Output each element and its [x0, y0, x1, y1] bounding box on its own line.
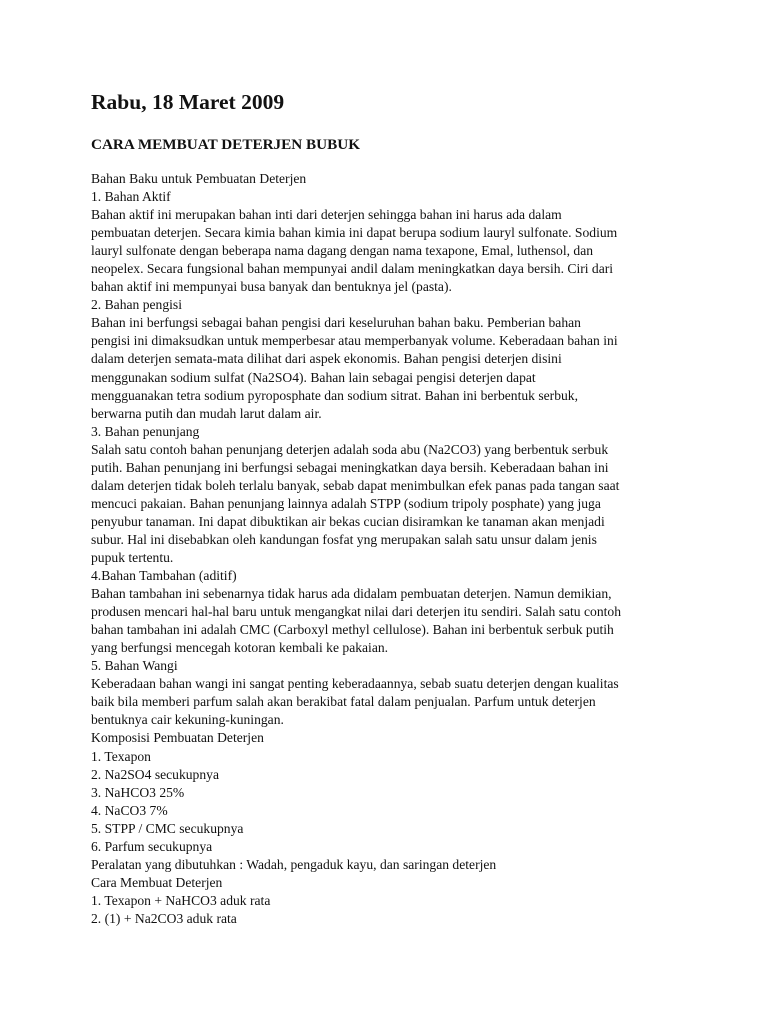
text-line: 2. Na2SO4 secukupnya — [91, 766, 219, 782]
text-line: Bahan aktif ini merupakan bahan inti dari deterjen sehingga bahan ini harus ada dalam — [91, 207, 562, 223]
text-line: 1. Texapon + NaHCO3 aduk rata — [91, 892, 271, 908]
text-line: 2. (1) + Na2CO3 aduk rata — [91, 910, 237, 926]
text-line: dalam deterjen tidak boleh terlalu banyak, sebab dapat menimbulkan efek panas pada tangan saat — [91, 477, 620, 493]
text-line: putih. Bahan penunjang ini berfungsi sebagai meningkatkan daya bersih. Keberadaan bahan ini — [91, 459, 609, 475]
text-line: Cara Membuat Deterjen — [91, 874, 223, 890]
text-line: 1. Texapon — [91, 748, 151, 764]
text-line: bentuknya cair kekuning-kuningan. — [91, 712, 284, 728]
text-line: 3. NaHCO3 25% — [91, 784, 185, 800]
text-line: Peralatan yang dibutuhkan : Wadah, pengaduk kayu, dan saringan deterjen — [91, 856, 497, 872]
text-line: 1. Bahan Aktif — [91, 189, 171, 205]
text-line: pembuatan deterjen. Secara kimia bahan kimia ini dapat berupa sodium lauryl sulfonate. Sodium — [91, 225, 618, 241]
text-line: penyubur tanaman. Ini dapat dibuktikan air bekas cucian disiramkan ke tanaman akan menjadi — [91, 513, 605, 529]
text-line: pengisi ini dimaksudkan untuk memperbesar atau memperbanyak volume. Keberadaan bahan ini — [91, 333, 618, 349]
post-title: CARA MEMBUAT DETERJEN BUBUK — [91, 136, 361, 153]
text-line: subur. Hal ini disebabkan oleh kandungan fosfat yng merupakan salah satu unsur dalam jenis — [91, 531, 597, 547]
text-line: 4.Bahan Tambahan (aditif) — [91, 568, 237, 584]
text-line: produsen mencari hal-hal baru untuk mengangkat nilai dari deterjen itu sendiri. Salah satu contoh — [91, 604, 621, 620]
text-line: lauryl sulfonate dengan beberapa nama dagang dengan nama texapone, Emal, luthensol, dan — [91, 243, 594, 259]
text-line: dalam deterjen semata-mata dilihat dari aspek ekonomis. Bahan pengisi deterjen disini — [91, 351, 562, 367]
text-line: mengguanakan tetra sodium pyroposphate dan sodium sitrat. Bahan ini berbentuk serbuk, — [91, 387, 578, 403]
text-line: baik bila memberi parfum salah akan berakibat fatal dalam penjualan. Parfum untuk deterjen — [91, 694, 596, 710]
text-line: pupuk tertentu. — [91, 549, 174, 565]
text-line: mencuci pakaian. Bahan penunjang lainnya adalah STPP (sodium tripoly posphate) yang juga — [91, 495, 601, 511]
text-line: Komposisi Pembuatan Deterjen — [91, 730, 264, 746]
date-heading: Rabu, 18 Maret 2009 — [91, 90, 285, 114]
text-line: menggunakan sodium sulfat (Na2SO4). Bahan lain sebagai pengisi deterjen dapat — [91, 369, 536, 385]
text-line: berwarna putih dan mudah larut dalam air. — [91, 405, 322, 421]
text-line: 2. Bahan pengisi — [91, 297, 182, 313]
text-line: 6. Parfum secukupnya — [91, 838, 213, 854]
text-line: Salah satu contoh bahan penunjang deterjen adalah soda abu (Na2CO3) yang berbentuk serbuk — [91, 441, 609, 457]
text-line: bahan tambahan ini adalah CMC (Carboxyl methyl cellulose). Bahan ini berbentuk serbuk putih — [91, 622, 614, 638]
text-line: neopelex. Secara fungsional bahan mempunyai andil dalam meningkatkan daya bersih. Ciri dari — [91, 261, 614, 277]
text-line: Bahan tambahan ini sebenarnya tidak harus ada didalam pembuatan deterjen. Namun demikian, — [91, 586, 612, 602]
text-line: bahan aktif ini mempunyai busa banyak dan bentuknya jel (pasta). — [91, 279, 452, 295]
text-line: Bahan ini berfungsi sebagai bahan pengisi dari keseluruhan bahan baku. Pemberian bahan — [91, 315, 581, 331]
text-line: 3. Bahan penunjang — [91, 423, 200, 439]
text-line: 5. Bahan Wangi — [91, 658, 178, 674]
text-line: Bahan Baku untuk Pembuatan Deterjen — [91, 171, 307, 186]
text-line: 5. STPP / CMC secukupnya — [91, 820, 244, 836]
body-text — [91, 170, 691, 928]
text-line: 4. NaCO3 7% — [91, 802, 168, 818]
text-line: Keberadaan bahan wangi ini sangat penting keberadaannya, sebab suatu deterjen dengan kualitas — [91, 676, 619, 692]
text-line: yang berfungsi mencegah kotoran kembali ke pakaian. — [91, 640, 389, 656]
